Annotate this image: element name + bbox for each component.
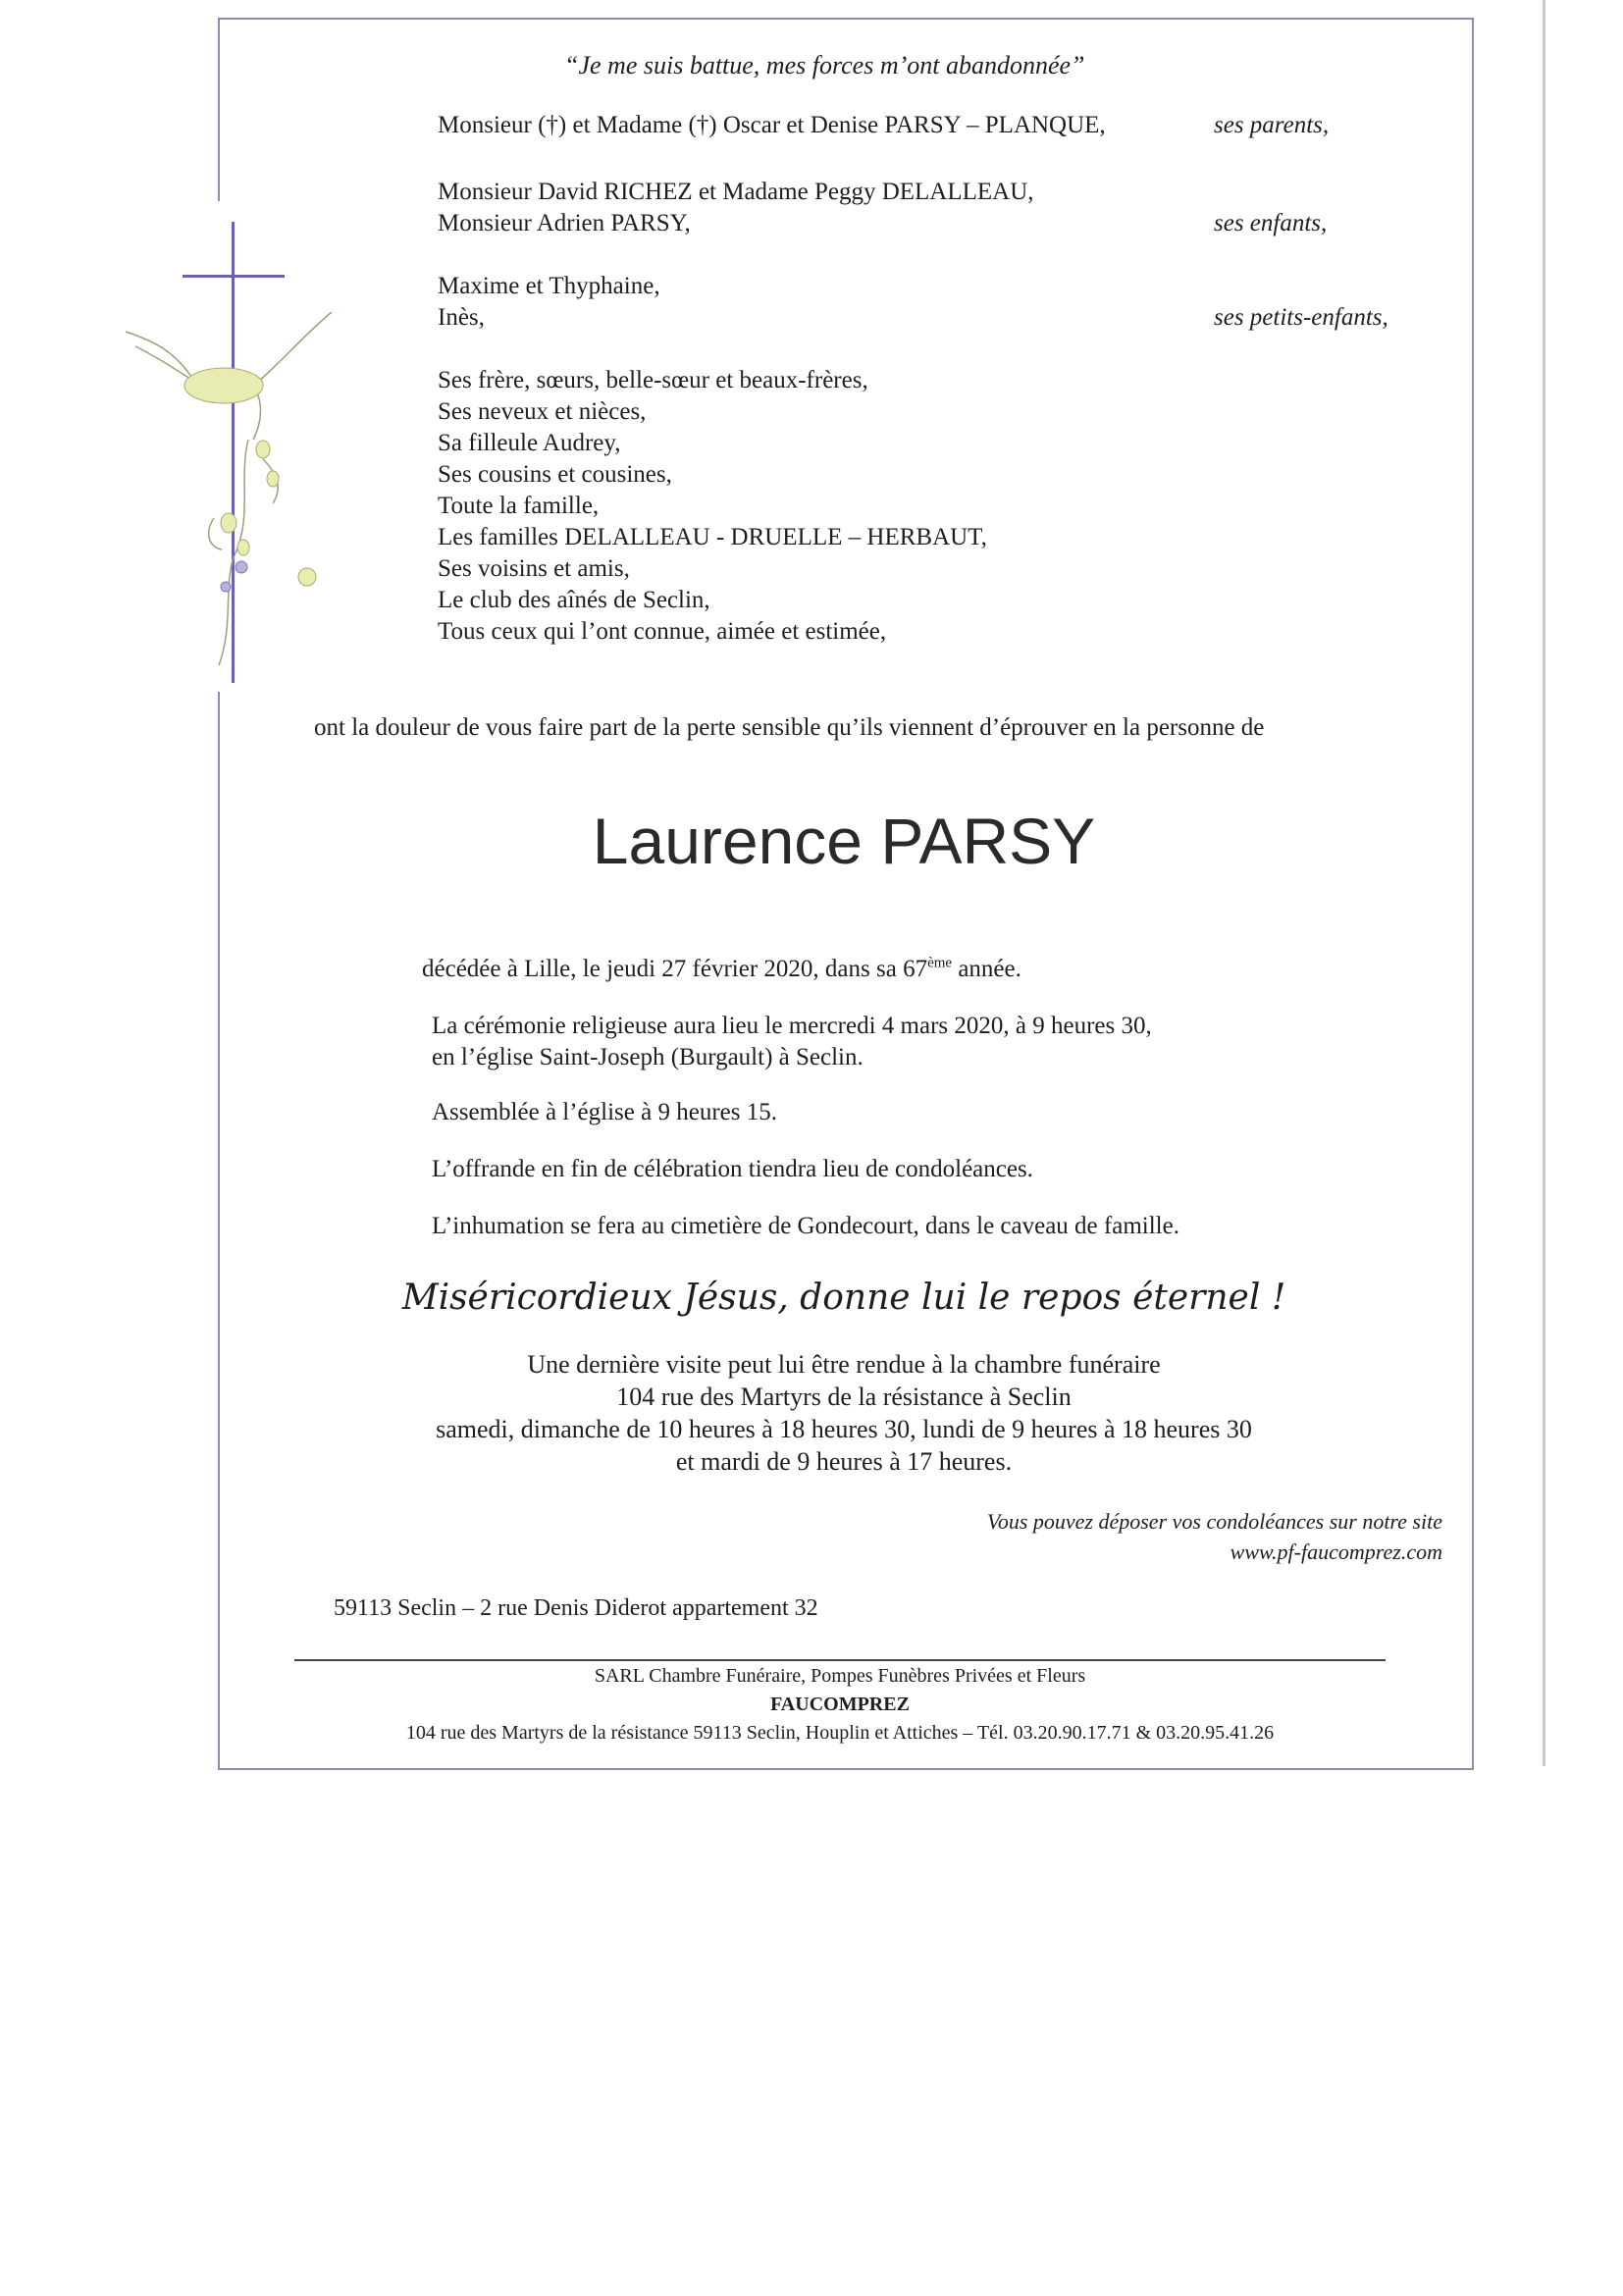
children-line-1: Monsieur David RICHEZ et Madame Peggy DELALLEAU, (438, 179, 1034, 205)
family-line: Les familles DELALLEAU - DRUELLE – HERBAUT, (438, 524, 987, 550)
condolences-block (913, 1506, 1442, 1567)
opening-quote: “Je me suis battue, mes forces m’ont abandonnée” (564, 51, 1085, 79)
parents-line: Monsieur (†) et Madame (†) Oscar et Denise PARSY – PLANQUE, (438, 112, 1106, 138)
death-line (422, 954, 1021, 986)
family-line: Le club des aînés de Seclin, (438, 587, 710, 613)
deceased-name: Laurence PARSY (592, 805, 1096, 877)
grandchildren-line-1: Maxime et Thyphaine, (438, 273, 660, 299)
family-line: Tous ceux qui l’ont connue, aimée et estimée, (438, 618, 887, 645)
death-text-end: année. (952, 956, 1021, 982)
footer-company-prefix: SARL Chambre Funéraire, Pompes Funèbres Privées et Fleurs (594, 1665, 1086, 1687)
visit-line: samedi, dimanche de 10 heures à 18 heures 30, lundi de 9 heures à 18 heures 30 (436, 1415, 1252, 1443)
visit-line: et mardi de 9 heures à 17 heures. (675, 1447, 1013, 1476)
grandchildren-relation: ses petits-enfants, (1214, 304, 1388, 331)
visit-line: Une dernière visite peut lui être rendue à la chambre funéraire (527, 1350, 1161, 1379)
offering-line: L’offrande en fin de célébration tiendra lieu de condoléances. (432, 1156, 1033, 1182)
cross-arm (183, 275, 285, 278)
family-line: Ses frère, sœurs, belle-sœur et beaux-frères, (438, 367, 868, 393)
family-address: 59113 Seclin – 2 rue Denis Diderot appartement 32 (334, 1595, 818, 1621)
dove-and-flowers-icon (116, 292, 341, 675)
ceremony-line-2: en l’église Saint-Joseph (Burgault) à Seclin. (432, 1044, 864, 1070)
family-line: Sa filleule Audrey, (438, 430, 621, 456)
footer-company-line (0, 1662, 1623, 1719)
death-text: décédée à Lille, le jeudi 27 février 2020, dans sa 67 (422, 956, 928, 982)
announcement: ont la douleur de vous faire part de la perte sensible qu’ils viennent d’éprouver en la personne de (314, 714, 1265, 741)
family-line: Ses cousins et cousines, (438, 461, 672, 488)
children-line-2: Monsieur Adrien PARSY, (438, 210, 691, 236)
condolences-website: www.pf-faucomprez.com (1230, 1539, 1442, 1564)
visit-line: 104 rue des Martyrs de la résistance à Seclin (616, 1383, 1072, 1411)
children-relation: ses enfants, (1214, 210, 1328, 236)
footer-company-name: FAUCOMPREZ (770, 1694, 910, 1715)
footer-divider (294, 1659, 1386, 1661)
family-line: Ses voisins et amis, (438, 555, 630, 582)
visit-block (0, 1348, 1623, 1478)
footer-address: 104 rue des Martyrs de la résistance 59113 Seclin, Houplin et Attiches – Tél. 03.20.90.17.71 & 03.20.95.41.26 (405, 1722, 1275, 1744)
assembly-line: Assemblée à l’église à 9 heures 15. (432, 1099, 777, 1125)
prayer-line: Miséricordieux Jésus, donne lui le repos éternel ! (401, 1278, 1286, 1318)
parents-relation: ses parents, (1214, 112, 1330, 138)
grandchildren-line-2: Inès, (438, 304, 485, 331)
condolences-text: Vous pouvez déposer vos condoléances sur notre site (986, 1509, 1442, 1534)
family-line: Toute la famille, (438, 493, 600, 519)
family-line: Ses neveux et nièces, (438, 398, 647, 425)
ceremony-line-1: La cérémonie religieuse aura lieu le mercredi 4 mars 2020, à 9 heures 30, (432, 1013, 1152, 1039)
burial-line: L’inhumation se fera au cimetière de Gondecourt, dans le caveau de famille. (432, 1213, 1179, 1239)
footer (0, 1662, 1623, 1748)
death-ordinal: ème (927, 955, 953, 971)
